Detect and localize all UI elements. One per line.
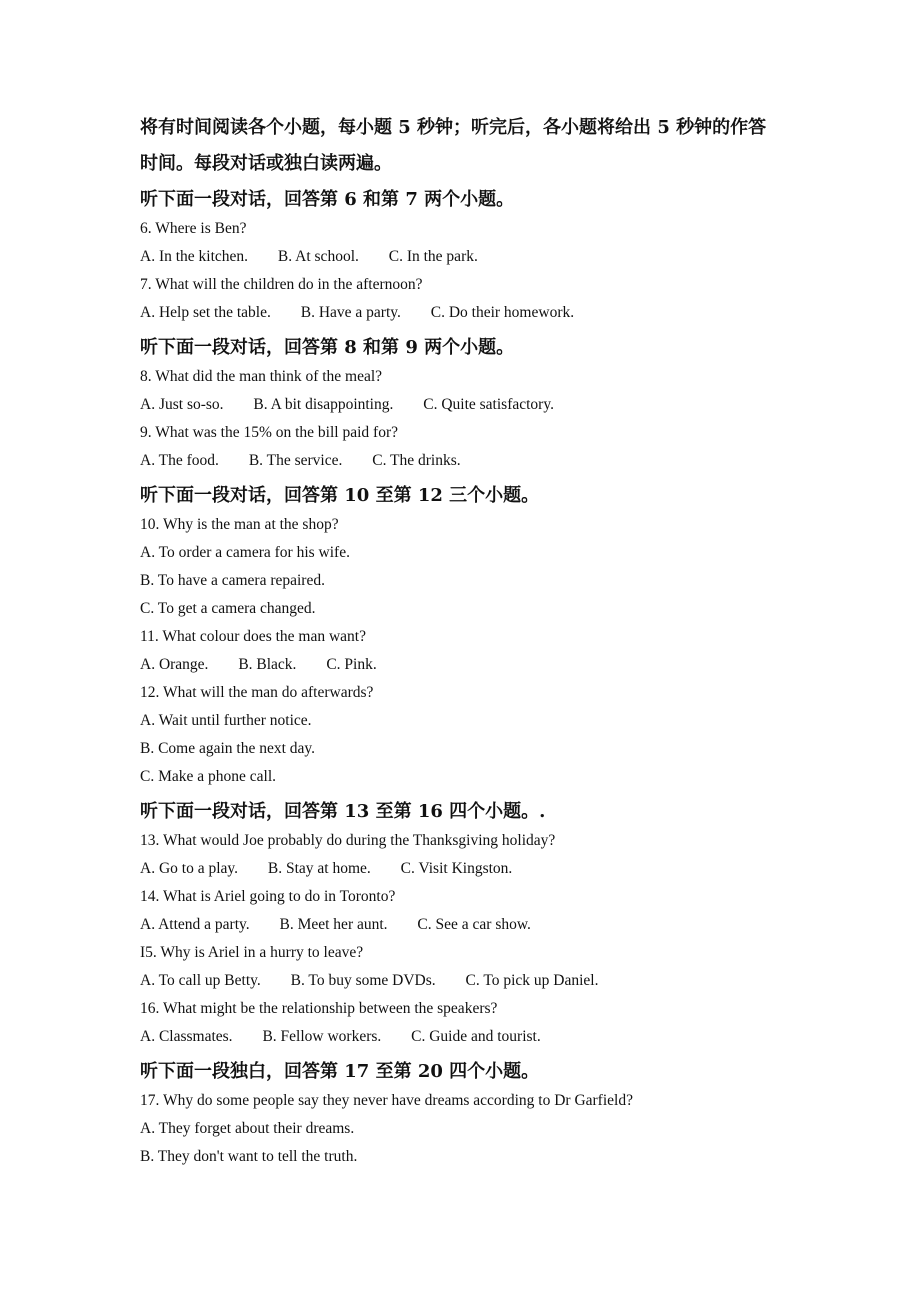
question-stem: I5. Why is Ariel in a hurry to leave?	[140, 944, 364, 961]
option-c: C. The drinks.	[372, 452, 461, 469]
question-stem: 10. Why is the man at the shop?	[140, 516, 339, 533]
option-row	[140, 916, 531, 934]
question-stem: 11. What colour does the man want?	[140, 628, 366, 645]
question-stem: 9. What was the 15% on the bill paid for?	[140, 424, 398, 441]
option-c: C. To pick up Daniel.	[465, 972, 599, 989]
option-b: B. A bit disappointing.	[253, 396, 394, 413]
option-row	[140, 972, 598, 990]
question-stem: 8. What did the man think of the meal?	[140, 368, 383, 385]
option-a: A. Classmates.	[140, 1028, 233, 1045]
section-header: 听下面一段对话，回答第 13 至第 16 四个小题。.	[140, 801, 546, 822]
section-header: 听下面一段对话，回答第 8 和第 9 两个小题。	[140, 337, 515, 358]
option-c: C. See a car show.	[417, 916, 531, 933]
option-a: A. Attend a party.	[140, 916, 250, 933]
option-b: B. To buy some DVDs.	[290, 972, 436, 989]
option-a: A. Go to a play.	[140, 860, 239, 877]
option-b: B. At school.	[277, 248, 359, 265]
option-row	[140, 1028, 541, 1046]
option-c: C. In the park.	[388, 248, 478, 265]
option-line: A. Wait until further notice.	[140, 712, 312, 729]
option-a: A. The food.	[140, 452, 219, 469]
question-stem: 7. What will the children do in the afternoon?	[140, 276, 423, 293]
option-b: B. Black.	[238, 656, 297, 673]
option-a: A. Help set the table.	[140, 304, 271, 321]
intro-line-2: 时间。每段对话或独白读两遍。	[140, 153, 392, 174]
option-row	[140, 248, 478, 266]
option-row	[140, 304, 574, 322]
option-b: B. Meet her aunt.	[279, 916, 388, 933]
option-line: A. They forget about their dreams.	[140, 1120, 355, 1137]
option-c: C. Visit Kingston.	[400, 860, 513, 877]
option-c: C. Do their homework.	[430, 304, 575, 321]
option-line: C. Make a phone call.	[140, 768, 277, 785]
question-stem: 13. What would Joe probably do during the Thanksgiving holiday?	[140, 832, 556, 849]
option-c: C. Guide and tourist.	[411, 1028, 541, 1045]
option-a: A. Orange.	[140, 656, 209, 673]
question-stem: 6. Where is Ben?	[140, 220, 247, 237]
option-a: A. In the kitchen.	[140, 248, 249, 265]
option-b: B. Fellow workers.	[262, 1028, 382, 1045]
option-c: C. Pink.	[326, 656, 377, 673]
option-line: B. Come again the next day.	[140, 740, 316, 757]
option-line: C. To get a camera changed.	[140, 600, 316, 617]
option-b: B. The service.	[248, 452, 343, 469]
option-row	[140, 860, 512, 878]
option-b: B. Have a party.	[300, 304, 401, 321]
option-row	[140, 452, 461, 470]
intro-line-1: 将有时间阅读各个小题，每小题 5 秒钟；听完后，各小题将给出 5 秒钟的作答	[140, 117, 767, 138]
option-row	[140, 656, 377, 674]
section-header: 听下面一段对话，回答第 10 至第 12 三个小题。	[140, 485, 540, 506]
option-b: B. Stay at home.	[267, 860, 371, 877]
section-header: 听下面一段对话，回答第 6 和第 7 两个小题。	[140, 189, 515, 210]
option-row	[140, 396, 554, 414]
option-line: B. To have a camera repaired.	[140, 572, 325, 589]
option-line: A. To order a camera for his wife.	[140, 544, 350, 561]
question-stem: 14. What is Ariel going to do in Toronto?	[140, 888, 396, 905]
option-a: A. To call up Betty.	[140, 972, 261, 989]
option-a: A. Just so-so.	[140, 396, 224, 413]
question-stem: 17. Why do some people say they never have dreams according to Dr Garfield?	[140, 1092, 633, 1109]
option-c: C. Quite satisfactory.	[423, 396, 554, 413]
question-stem: 12. What will the man do afterwards?	[140, 684, 374, 701]
question-stem: 16. What might be the relationship between the speakers?	[140, 1000, 498, 1017]
section-header: 听下面一段独白，回答第 17 至第 20 四个小题。	[140, 1061, 540, 1082]
option-line: B. They don't want to tell the truth.	[140, 1148, 358, 1165]
